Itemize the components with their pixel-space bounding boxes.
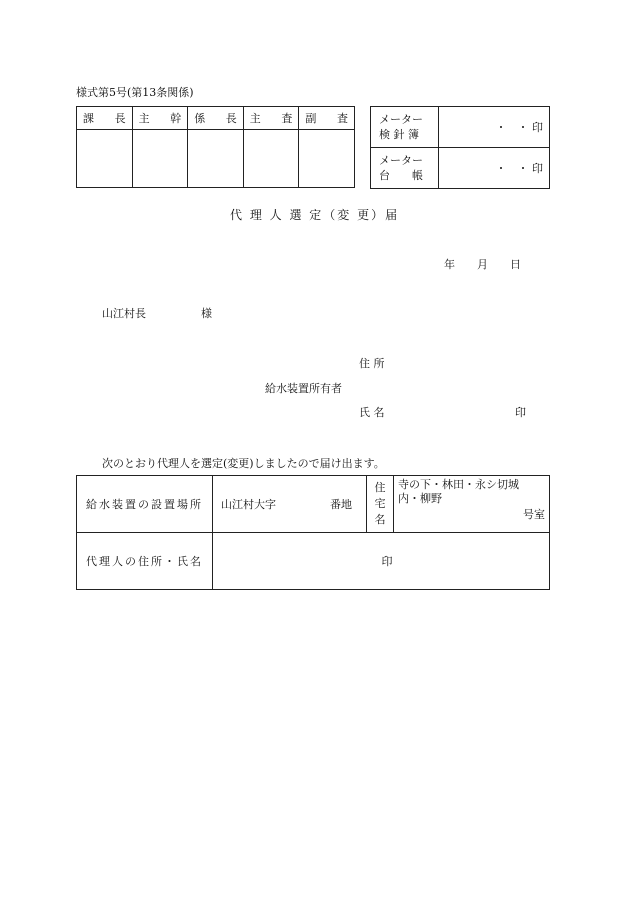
form-number: 様式第5号(第13条関係) [76,86,194,99]
district-cell[interactable] [394,476,550,533]
approval-header-shusa: 主 査 [243,107,299,130]
meter-reading-book-label: メーター 検 針 簿 [371,107,439,148]
meter-ledger-date[interactable]: ・ ・ 印 [439,148,550,189]
agent-seal: 印 [381,555,393,568]
approval-stamp-cell[interactable] [299,130,355,188]
name-label: 氏 名 [359,406,385,419]
approval-header-kacho: 課 長 [77,107,133,130]
approval-stamp-cell[interactable] [243,130,299,188]
owner-seal: 印 [515,406,526,419]
jutaku-label: 住 宅 名 [367,476,394,533]
address-label: 住 所 [359,357,385,370]
approval-stamp-cell[interactable] [132,130,188,188]
owner-label: 給水装置所有者 [265,382,342,395]
approval-header-kakaricho: 係 長 [188,107,244,130]
location-label: 給水装置の設置場所 [77,476,213,533]
meter-reading-book-date[interactable]: ・ ・ 印 [439,107,550,148]
district-line-2: 内・柳野 [398,492,442,505]
agent-cell[interactable] [213,533,550,590]
room-label: 号室 [523,508,545,521]
statement: 次のとおり代理人を選定(変更)しましたので届け出ます。 [102,457,385,470]
agent-label: 代理人の住所・氏名 [77,533,213,590]
approval-stamp-cell[interactable] [77,130,133,188]
page-title: 代 理 人 選 定（変 更）届 [230,208,400,222]
main-table [76,475,550,590]
addressee: 山江村長 様 [102,307,212,320]
approval-header-fukusa: 副 査 [299,107,355,130]
approval-stamp-cell[interactable] [188,130,244,188]
banchi-label: 番地 [330,498,352,511]
approval-table [76,106,355,188]
location-cell[interactable] [213,476,367,533]
district-line-1: 寺の下・林田・永シ切城 [398,478,519,491]
date-line: 年 月 日 [444,258,521,271]
meter-ledger-label: メーター 台 帳 [371,148,439,189]
location-value: 山江村大字 [221,498,276,511]
approval-header-shukan: 主 幹 [132,107,188,130]
meter-table [370,106,550,189]
